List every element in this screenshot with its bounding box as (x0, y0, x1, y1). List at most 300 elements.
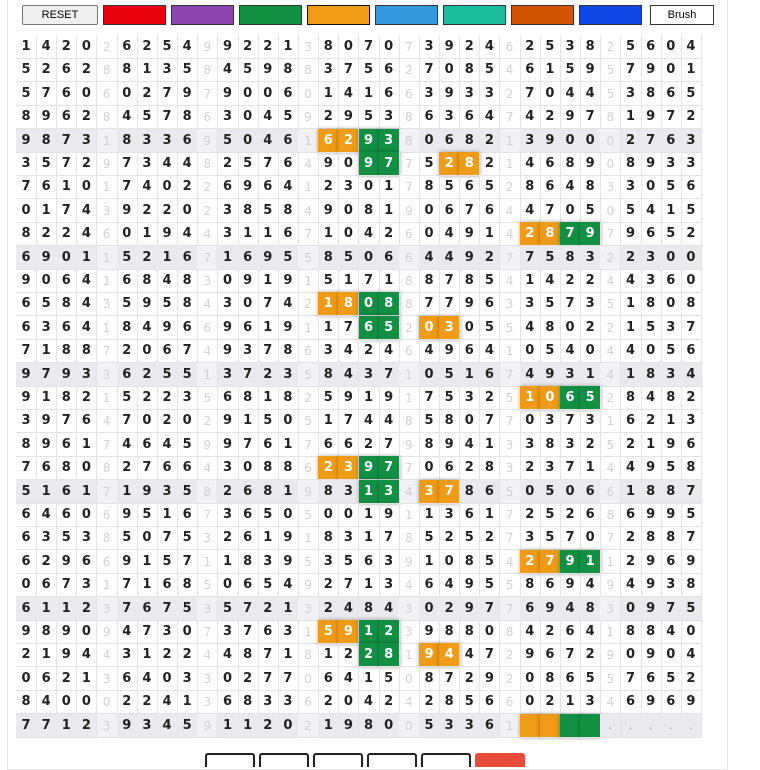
grid-cell[interactable]: 3 (97, 714, 118, 738)
grid-cell[interactable]: 7 (681, 526, 702, 550)
grid-cell[interactable]: 8 (318, 363, 339, 387)
grid-cell[interactable]: 0 (661, 643, 682, 667)
grid-cell[interactable]: 2 (137, 35, 158, 59)
grid-cell[interactable]: 5 (218, 129, 239, 153)
grid-cell[interactable]: 4 (76, 316, 97, 340)
grid-cell[interactable]: 4 (560, 597, 581, 621)
grid-cell[interactable]: 5 (117, 386, 138, 410)
grid-cell[interactable]: 7 (500, 597, 521, 621)
grid-cell[interactable]: 9 (540, 597, 561, 621)
grid-cell[interactable]: 7 (621, 667, 642, 691)
grid-cell[interactable]: 0 (177, 620, 198, 644)
grid-cell[interactable]: 8 (258, 480, 279, 504)
grid-cell[interactable]: 0 (560, 199, 581, 223)
grid-cell[interactable]: 4 (641, 199, 662, 223)
grid-cell[interactable]: 0 (641, 175, 662, 199)
grid-cell[interactable]: 1 (258, 526, 279, 550)
grid-cell[interactable]: 4 (338, 597, 359, 621)
grid-cell[interactable]: 2 (137, 690, 158, 714)
grid-cell[interactable]: 3 (137, 129, 158, 153)
grid-cell[interactable]: 9 (580, 222, 601, 246)
grid-cell[interactable]: 7 (338, 316, 359, 340)
grid-cell[interactable]: 3 (157, 480, 178, 504)
grid-cell[interactable]: 1 (500, 339, 521, 363)
bottom-button-3[interactable] (313, 753, 363, 767)
grid-cell[interactable]: 7 (359, 35, 380, 59)
grid-cell[interactable]: 2 (298, 292, 319, 316)
grid-cell[interactable]: 1 (278, 480, 299, 504)
grid-cell[interactable]: 8 (76, 339, 97, 363)
grid-cell[interactable]: 5 (298, 550, 319, 574)
grid-cell[interactable]: 2 (479, 152, 500, 176)
grid-cell[interactable]: 4 (76, 643, 97, 667)
grid-cell[interactable]: 4 (419, 246, 440, 270)
grid-cell[interactable]: 2 (580, 433, 601, 457)
grid-cell[interactable]: 9 (56, 643, 77, 667)
grid-cell[interactable]: 6 (439, 199, 460, 223)
grid-cell[interactable]: 5 (459, 526, 480, 550)
grid-cell[interactable]: 7 (197, 82, 218, 106)
grid-cell[interactable]: 0 (580, 339, 601, 363)
grid-cell[interactable]: 1 (218, 714, 239, 738)
grid-cell[interactable]: 6 (479, 690, 500, 714)
grid-cell[interactable]: 6 (661, 690, 682, 714)
grid-cell[interactable]: 4 (379, 339, 400, 363)
grid-cell[interactable]: 1 (36, 386, 57, 410)
grid-cell[interactable]: 5 (540, 339, 561, 363)
grid-cell[interactable]: 4 (97, 643, 118, 667)
grid-cell[interactable]: 2 (359, 643, 380, 667)
grid-cell[interactable]: 7 (379, 456, 400, 480)
grid-cell[interactable]: 2 (500, 643, 521, 667)
grid-cell[interactable]: 6 (258, 433, 279, 457)
grid-cell[interactable]: 4 (399, 690, 420, 714)
grid-cell[interactable]: 6 (278, 222, 299, 246)
grid-cell[interactable]: 4 (520, 199, 541, 223)
grid-cell[interactable]: 2 (500, 175, 521, 199)
grid-cell[interactable]: 6 (16, 316, 37, 340)
grid-cell[interactable]: 6 (238, 503, 259, 527)
grid-cell[interactable]: 0 (76, 35, 97, 59)
grid-cell[interactable]: 0 (76, 503, 97, 527)
grid-cell[interactable]: 7 (500, 105, 521, 129)
grid-cell[interactable]: 9 (298, 573, 319, 597)
grid-cell[interactable]: 5 (661, 456, 682, 480)
grid-cell[interactable]: 1 (157, 246, 178, 270)
grid-cell[interactable]: 3 (177, 667, 198, 691)
grid-cell[interactable]: 0 (600, 199, 621, 223)
grid-cell[interactable]: 0 (56, 246, 77, 270)
grid-cell[interactable]: 1 (459, 363, 480, 387)
grid-cell[interactable]: 5 (459, 690, 480, 714)
grid-cell[interactable]: 4 (218, 643, 239, 667)
grid-cell[interactable]: 9 (278, 316, 299, 340)
grid-cell[interactable]: 7 (560, 456, 581, 480)
grid-cell[interactable]: 7 (681, 480, 702, 504)
grid-cell[interactable]: 5 (439, 363, 460, 387)
grid-cell[interactable]: 5 (298, 503, 319, 527)
grid-cell[interactable]: 6 (278, 82, 299, 106)
grid-cell[interactable]: 1 (641, 433, 662, 457)
grid-cell[interactable]: 9 (641, 643, 662, 667)
grid-cell[interactable]: 2 (439, 526, 460, 550)
grid-cell[interactable]: 6 (459, 175, 480, 199)
grid-cell[interactable]: 3 (661, 152, 682, 176)
grid-cell[interactable]: 4 (379, 409, 400, 433)
grid-cell[interactable]: 7 (439, 292, 460, 316)
grid-cell[interactable]: 9 (278, 550, 299, 574)
grid-cell[interactable]: 8 (459, 58, 480, 82)
grid-cell[interactable]: 3 (439, 714, 460, 738)
grid-cell[interactable]: 0 (359, 292, 380, 316)
grid-cell[interactable]: 2 (439, 597, 460, 621)
grid-cell[interactable]: 9 (338, 386, 359, 410)
grid-cell[interactable]: 8 (661, 480, 682, 504)
grid-cell[interactable]: 0 (399, 667, 420, 691)
grid-cell[interactable]: 6 (661, 129, 682, 153)
grid-cell[interactable]: 0 (580, 129, 601, 153)
grid-cell[interactable]: 2 (157, 409, 178, 433)
grid-cell[interactable]: 4 (621, 573, 642, 597)
grid-cell[interactable]: 0 (520, 409, 541, 433)
grid-cell[interactable]: 3 (197, 667, 218, 691)
grid-cell[interactable]: 3 (621, 175, 642, 199)
grid-cell[interactable]: 5 (157, 292, 178, 316)
grid-cell[interactable]: 0 (298, 667, 319, 691)
grid-cell[interactable]: 6 (56, 433, 77, 457)
grid-cell[interactable]: 5 (36, 152, 57, 176)
grid-cell[interactable]: 4 (278, 175, 299, 199)
grid-cell[interactable]: 4 (76, 269, 97, 293)
grid-cell[interactable]: 8 (399, 526, 420, 550)
grid-cell[interactable]: . (661, 714, 682, 738)
grid-cell[interactable]: 4 (560, 82, 581, 106)
grid-cell[interactable]: 9 (641, 58, 662, 82)
grid-cell[interactable]: 1 (359, 503, 380, 527)
grid-cell[interactable]: 4 (177, 152, 198, 176)
grid-cell[interactable]: 4 (520, 620, 541, 644)
grid-cell[interactable]: 7 (117, 573, 138, 597)
grid-cell[interactable]: 8 (399, 269, 420, 293)
grid-cell[interactable]: 7 (661, 105, 682, 129)
grid-cell[interactable]: 5 (16, 58, 37, 82)
grid-cell[interactable]: 7 (56, 199, 77, 223)
grid-cell[interactable]: 8 (379, 292, 400, 316)
grid-cell[interactable]: 5 (600, 58, 621, 82)
grid-cell[interactable]: 4 (76, 222, 97, 246)
grid-cell[interactable]: 7 (560, 292, 581, 316)
grid-cell[interactable]: 6 (16, 292, 37, 316)
grid-cell[interactable]: 2 (439, 152, 460, 176)
grid-cell[interactable]: 0 (359, 175, 380, 199)
grid-cell[interactable]: 0 (661, 35, 682, 59)
grid-cell[interactable]: 3 (197, 597, 218, 621)
grid-cell[interactable]: 8 (117, 129, 138, 153)
grid-cell[interactable]: 7 (419, 58, 440, 82)
grid-cell[interactable]: 7 (177, 339, 198, 363)
grid-cell[interactable]: 2 (600, 386, 621, 410)
grid-cell[interactable]: 2 (36, 222, 57, 246)
grid-cell[interactable]: 8 (621, 386, 642, 410)
bottom-button-1[interactable] (205, 753, 255, 767)
grid-cell[interactable]: 0 (157, 667, 178, 691)
grid-cell[interactable]: 2 (580, 316, 601, 340)
grid-cell[interactable]: 6 (338, 433, 359, 457)
grid-cell[interactable]: 1 (621, 480, 642, 504)
grid-cell[interactable]: 2 (600, 246, 621, 270)
grid-cell[interactable]: 8 (238, 199, 259, 223)
grid-cell[interactable]: 1 (197, 363, 218, 387)
grid-cell[interactable]: 2 (500, 667, 521, 691)
grid-cell[interactable]: 6 (298, 339, 319, 363)
grid-cell[interactable]: 7 (258, 667, 279, 691)
grid-cell[interactable]: 4 (359, 409, 380, 433)
grid-cell[interactable]: 6 (218, 690, 239, 714)
grid-cell[interactable]: 2 (399, 58, 420, 82)
grid-cell[interactable]: 2 (298, 386, 319, 410)
grid-cell[interactable]: 3 (338, 526, 359, 550)
grid-cell[interactable]: 4 (137, 316, 158, 340)
grid-cell[interactable]: 9 (459, 597, 480, 621)
grid-cell[interactable]: 8 (97, 105, 118, 129)
grid-cell[interactable]: 0 (177, 199, 198, 223)
grid-cell[interactable]: 3 (218, 105, 239, 129)
grid-cell[interactable]: 3 (540, 409, 561, 433)
grid-cell[interactable]: 8 (278, 339, 299, 363)
grid-cell[interactable]: 8 (298, 58, 319, 82)
grid-cell[interactable]: 0 (177, 409, 198, 433)
grid-cell[interactable]: 6 (258, 175, 279, 199)
grid-cell[interactable]: 8 (56, 456, 77, 480)
grid-cell[interactable]: 3 (540, 456, 561, 480)
grid-cell[interactable]: 7 (439, 269, 460, 293)
grid-cell[interactable]: 3 (36, 526, 57, 550)
grid-cell[interactable]: 5 (540, 526, 561, 550)
grid-cell[interactable]: 5 (379, 316, 400, 340)
grid-cell[interactable]: 9 (399, 550, 420, 574)
grid-cell[interactable]: 1 (117, 480, 138, 504)
grid-cell[interactable]: 7 (479, 597, 500, 621)
color-swatch-3[interactable] (239, 5, 302, 25)
grid-cell[interactable]: 9 (218, 82, 239, 106)
grid-cell[interactable]: 1 (76, 246, 97, 270)
grid-cell[interactable]: 0 (278, 503, 299, 527)
grid-cell[interactable]: 2 (479, 526, 500, 550)
grid-cell[interactable]: 3 (137, 714, 158, 738)
grid-cell[interactable]: 2 (359, 339, 380, 363)
grid-cell[interactable]: 6 (36, 175, 57, 199)
grid-cell[interactable]: 5 (500, 573, 521, 597)
grid-cell[interactable]: 8 (238, 386, 259, 410)
grid-cell[interactable]: 0 (278, 714, 299, 738)
grid-cell[interactable]: 0 (379, 35, 400, 59)
grid-cell[interactable]: 2 (540, 620, 561, 644)
grid-cell[interactable]: 2 (318, 597, 339, 621)
grid-cell[interactable]: 8 (459, 620, 480, 644)
grid-cell[interactable]: 1 (238, 714, 259, 738)
grid-cell[interactable]: 1 (318, 222, 339, 246)
grid-cell[interactable]: 6 (681, 433, 702, 457)
grid-cell[interactable]: 0 (338, 152, 359, 176)
grid-cell[interactable]: 7 (137, 456, 158, 480)
grid-cell[interactable]: 4 (197, 222, 218, 246)
grid-cell[interactable]: 7 (500, 363, 521, 387)
grid-cell[interactable]: 3 (298, 35, 319, 59)
grid-cell[interactable]: 3 (97, 292, 118, 316)
grid-cell[interactable]: 1 (137, 58, 158, 82)
grid-cell[interactable]: 1 (278, 643, 299, 667)
grid-cell[interactable]: 3 (16, 409, 37, 433)
grid-cell[interactable]: 0 (218, 573, 239, 597)
grid-cell[interactable]: 1 (238, 222, 259, 246)
grid-cell[interactable]: 4 (137, 667, 158, 691)
grid-cell[interactable]: 2 (137, 363, 158, 387)
grid-cell[interactable]: 1 (318, 316, 339, 340)
grid-cell[interactable]: 3 (379, 573, 400, 597)
grid-cell[interactable]: 5 (600, 433, 621, 457)
grid-cell[interactable]: 8 (540, 667, 561, 691)
grid-cell[interactable]: 9 (580, 152, 601, 176)
grid-cell[interactable]: 5 (439, 386, 460, 410)
grid-cell[interactable]: 2 (500, 82, 521, 106)
grid-cell[interactable]: 0 (621, 597, 642, 621)
grid-cell[interactable]: 7 (399, 456, 420, 480)
color-swatch-2[interactable] (171, 5, 234, 25)
grid-cell[interactable]: 8 (661, 526, 682, 550)
grid-cell[interactable]: 6 (459, 503, 480, 527)
grid-cell[interactable]: 3 (97, 199, 118, 223)
grid-cell[interactable]: 7 (258, 339, 279, 363)
grid-cell[interactable]: 6 (16, 526, 37, 550)
grid-cell[interactable]: 9 (36, 246, 57, 270)
grid-cell[interactable]: 0 (661, 292, 682, 316)
grid-cell[interactable]: 6 (641, 222, 662, 246)
grid-cell[interactable]: 7 (641, 129, 662, 153)
grid-cell[interactable]: 4 (580, 573, 601, 597)
grid-cell[interactable]: 7 (338, 58, 359, 82)
grid-cell[interactable]: 6 (197, 316, 218, 340)
grid-cell[interactable]: 2 (681, 222, 702, 246)
grid-cell[interactable]: 4 (621, 339, 642, 363)
grid-cell[interactable]: 9 (399, 433, 420, 457)
grid-cell[interactable]: 1 (520, 386, 541, 410)
grid-cell[interactable]: 0 (218, 667, 239, 691)
grid-cell[interactable]: 3 (338, 456, 359, 480)
grid-cell[interactable]: 9 (97, 152, 118, 176)
grid-cell[interactable]: 0 (338, 222, 359, 246)
grid-cell[interactable]: 0 (238, 82, 259, 106)
grid-cell[interactable]: 0 (520, 690, 541, 714)
grid-cell[interactable]: 8 (641, 363, 662, 387)
grid-cell[interactable]: 3 (621, 82, 642, 106)
grid-cell[interactable]: 3 (197, 526, 218, 550)
grid-cell[interactable]: 2 (318, 690, 339, 714)
grid-cell[interactable]: 7 (459, 199, 480, 223)
grid-cell[interactable]: 1 (97, 175, 118, 199)
grid-cell[interactable]: 0 (641, 339, 662, 363)
grid-cell[interactable]: 4 (278, 573, 299, 597)
grid-cell[interactable]: 3 (459, 386, 480, 410)
grid-cell[interactable]: 1 (157, 503, 178, 527)
grid-cell[interactable]: 0 (560, 129, 581, 153)
grid-cell[interactable]: 0 (117, 222, 138, 246)
grid-cell[interactable]: 5 (318, 620, 339, 644)
grid-cell[interactable]: 2 (258, 714, 279, 738)
grid-cell[interactable]: 0 (459, 316, 480, 340)
grid-cell[interactable]: 9 (117, 714, 138, 738)
grid-cell[interactable]: 6 (359, 316, 380, 340)
grid-cell[interactable]: 5 (238, 152, 259, 176)
grid-cell[interactable]: 6 (197, 105, 218, 129)
grid-cell[interactable]: 4 (500, 58, 521, 82)
grid-cell[interactable]: 4 (359, 222, 380, 246)
grid-cell[interactable]: 2 (157, 643, 178, 667)
grid-cell[interactable]: . (600, 714, 621, 738)
grid-cell[interactable]: 5 (500, 386, 521, 410)
grid-cell[interactable]: 0 (338, 690, 359, 714)
grid-cell[interactable]: 4 (479, 35, 500, 59)
grid-cell[interactable]: 0 (157, 175, 178, 199)
grid-cell[interactable]: 2 (318, 175, 339, 199)
grid-cell[interactable]: 1 (298, 175, 319, 199)
grid-cell[interactable]: 6 (56, 316, 77, 340)
grid-cell[interactable]: 5 (278, 246, 299, 270)
grid-cell[interactable]: 2 (359, 433, 380, 457)
grid-cell[interactable]: 1 (479, 433, 500, 457)
grid-cell[interactable]: 3 (641, 269, 662, 293)
grid-cell[interactable]: 9 (298, 105, 319, 129)
grid-cell[interactable]: 2 (76, 714, 97, 738)
grid-cell[interactable]: 8 (238, 550, 259, 574)
grid-cell[interactable]: 9 (600, 643, 621, 667)
grid-cell[interactable]: 5 (661, 339, 682, 363)
grid-cell[interactable]: 7 (439, 667, 460, 691)
grid-cell[interactable]: 6 (540, 152, 561, 176)
grid-cell[interactable]: 4 (197, 643, 218, 667)
grid-cell[interactable]: 6 (641, 35, 662, 59)
grid-cell[interactable]: 9 (419, 620, 440, 644)
grid-cell[interactable]: 8 (399, 129, 420, 153)
grid-cell[interactable]: 6 (137, 597, 158, 621)
grid-cell[interactable]: 0 (16, 573, 37, 597)
grid-cell[interactable]: 8 (318, 246, 339, 270)
grid-cell[interactable]: 5 (157, 550, 178, 574)
grid-cell[interactable]: 4 (36, 35, 57, 59)
grid-cell[interactable]: 9 (338, 105, 359, 129)
grid-cell[interactable]: 9 (641, 105, 662, 129)
grid-cell[interactable]: 7 (399, 35, 420, 59)
grid-cell[interactable]: 8 (661, 386, 682, 410)
grid-cell[interactable]: 5 (359, 58, 380, 82)
grid-cell[interactable]: 2 (218, 480, 239, 504)
grid-cell[interactable]: 8 (600, 105, 621, 129)
grid-cell[interactable]: 8 (600, 503, 621, 527)
grid-cell[interactable]: 7 (117, 175, 138, 199)
grid-cell[interactable]: . (641, 714, 662, 738)
grid-cell[interactable]: 8 (520, 175, 541, 199)
grid-cell[interactable]: 7 (540, 199, 561, 223)
grid-cell[interactable]: 0 (137, 526, 158, 550)
grid-cell[interactable]: 3 (218, 292, 239, 316)
grid-cell[interactable]: 6 (218, 175, 239, 199)
grid-cell[interactable]: 5 (600, 667, 621, 691)
grid-cell[interactable]: 9 (36, 433, 57, 457)
grid-cell[interactable]: 7 (379, 526, 400, 550)
grid-cell[interactable]: 9 (621, 222, 642, 246)
grid-cell[interactable]: 4 (500, 269, 521, 293)
grid-cell[interactable]: 4 (500, 199, 521, 223)
grid-cell[interactable]: 5 (117, 526, 138, 550)
